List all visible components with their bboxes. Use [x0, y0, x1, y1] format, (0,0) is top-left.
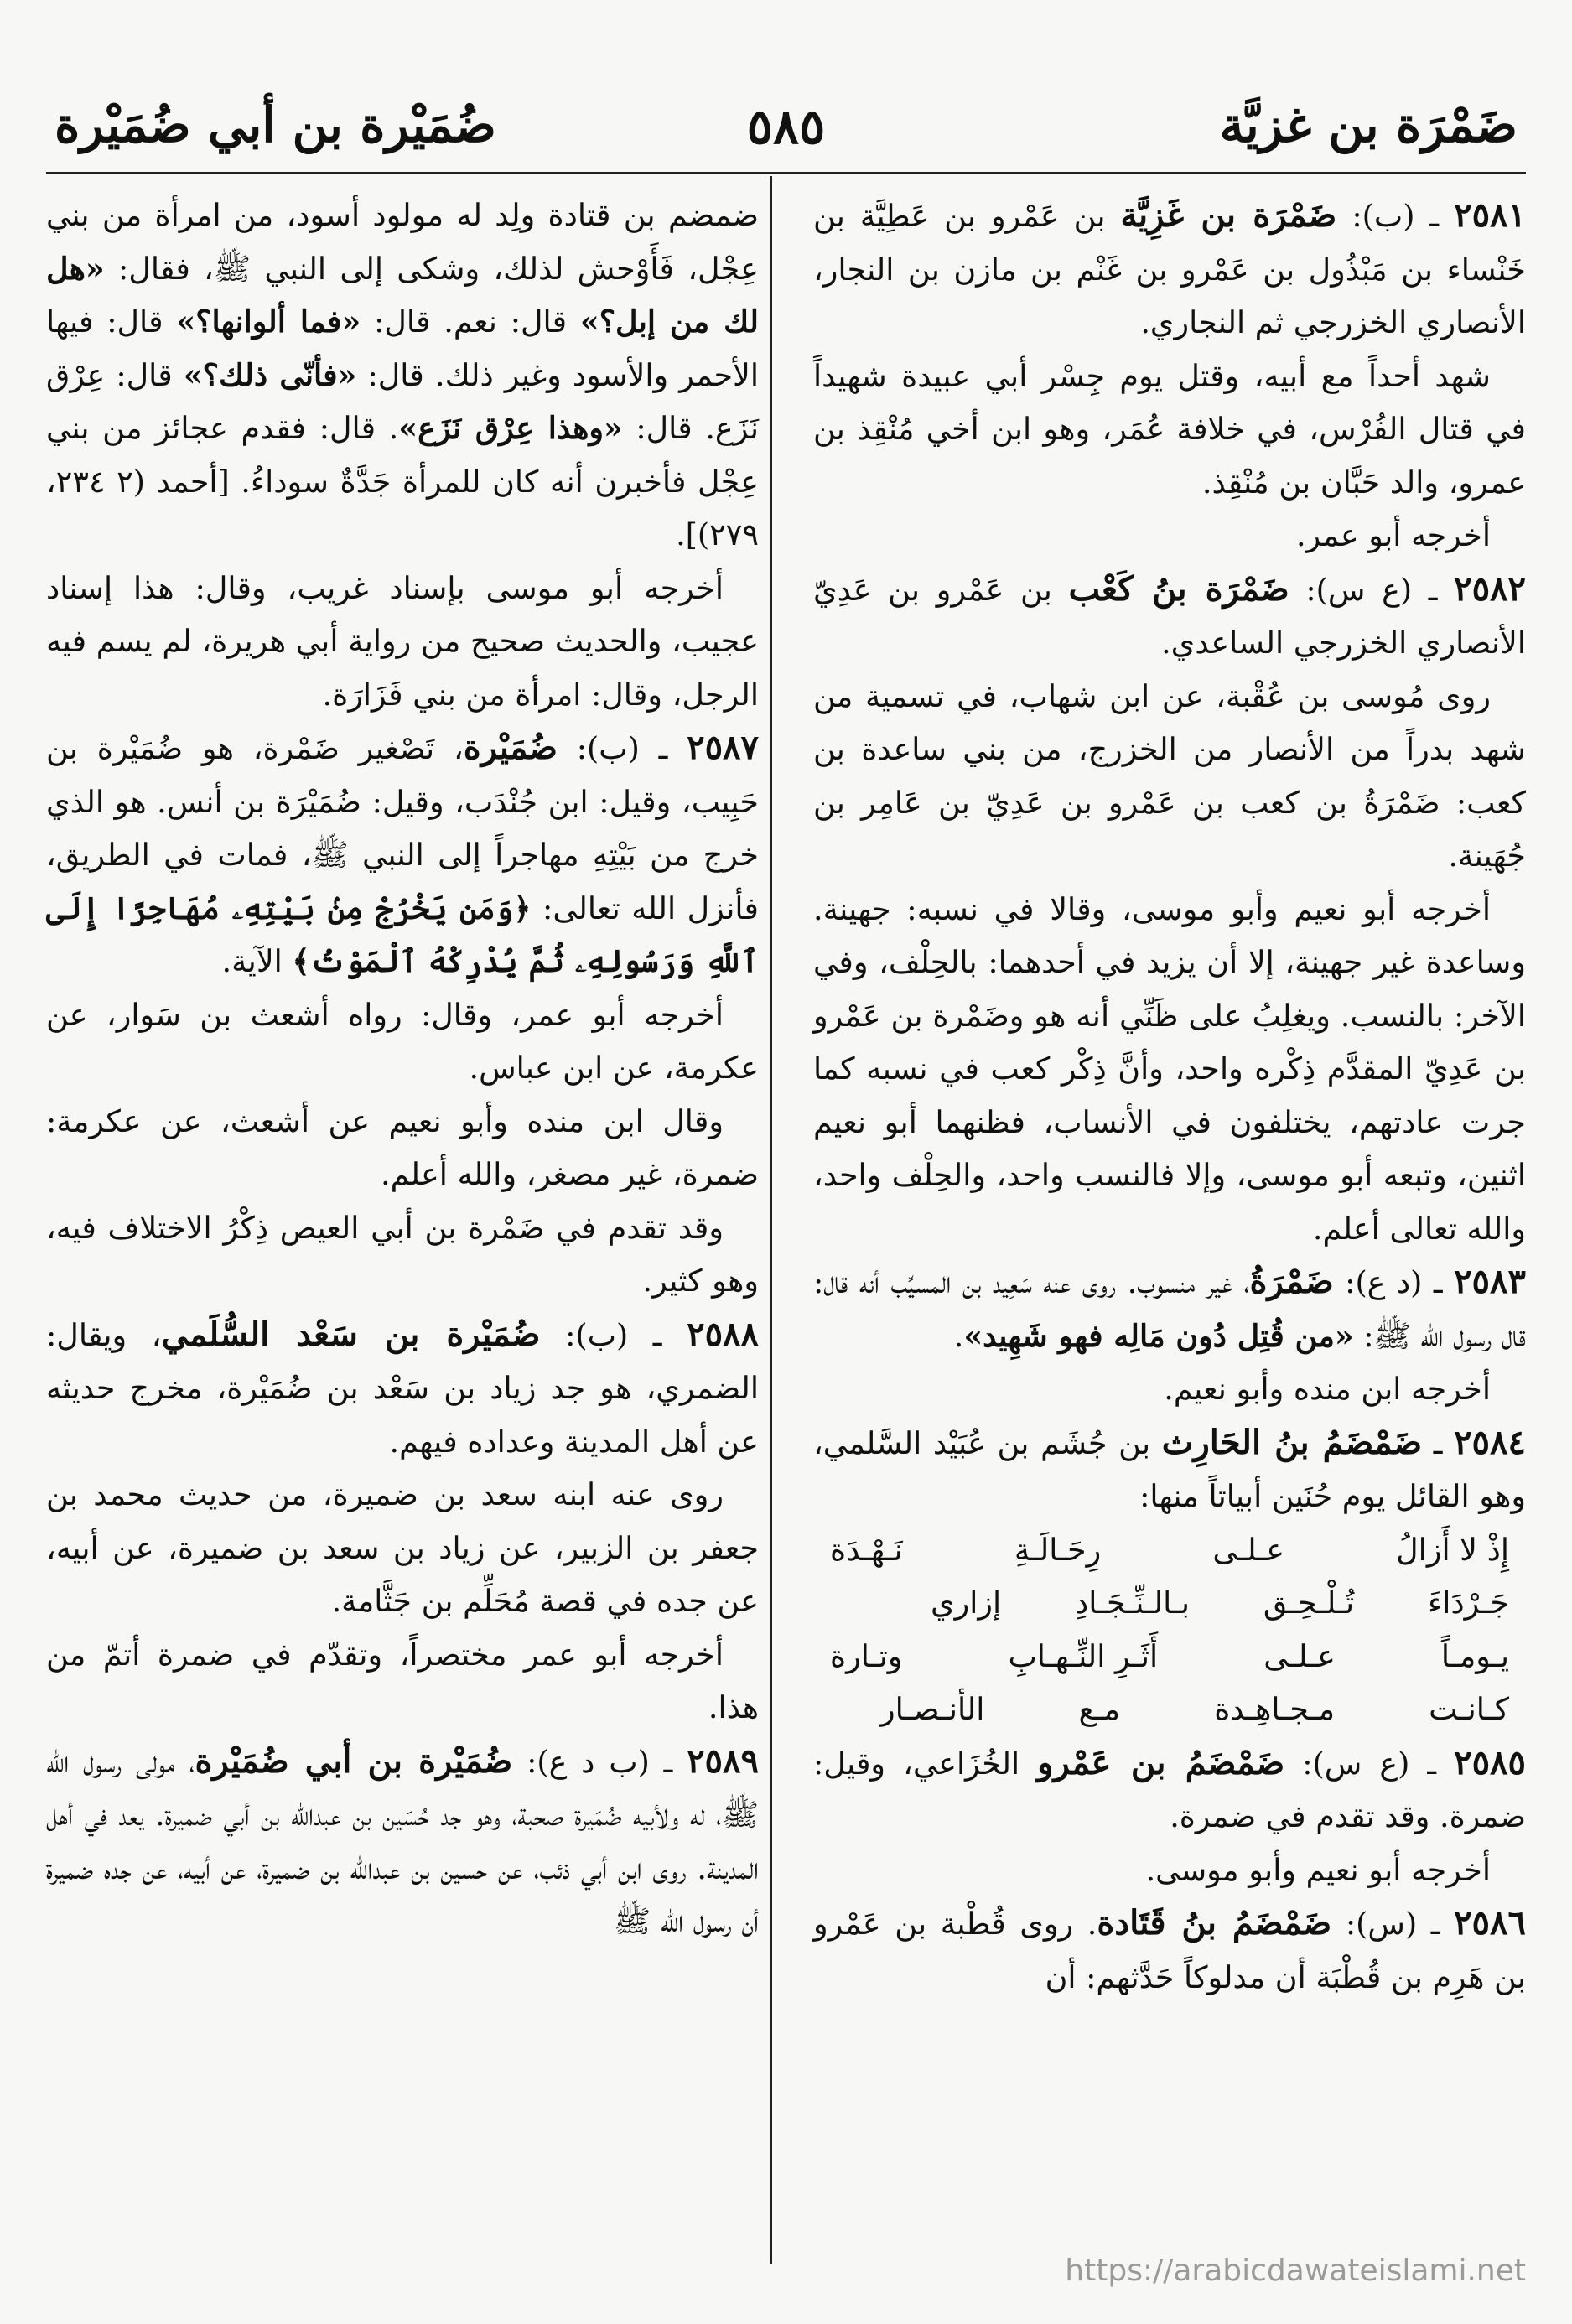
paragraph — [813, 883, 1526, 1256]
verse-word: عـلـى — [1212, 1531, 1285, 1568]
verse-word: نَـهْـدَة — [830, 1531, 903, 1568]
paragraph — [46, 1628, 759, 1735]
text-run: . روى قُطْبة بن عَمْرو بن هَرِم بن قُطْبَة أن مدلوكاً حَدَّثهم: أن — [813, 1906, 1526, 1995]
text-run: روى عنه ابنه سعد بن ضميرة، من حديث محمد بن جعفر بن الزبير، عن زياد بن سعد بن ضميرة، عن أبيه، عن جده في قصة مُحَلِّم بن جَثَّامة. — [46, 1476, 759, 1619]
paragraph — [46, 1095, 759, 1201]
text-run: شهد أحداً مع أبيه، وقتل يوم جِسْر أبي عبيدة شهيداً في قتال الفُرْس، في خلافة عُمَر، وهو ابن أخي مُنْقِذ بن عمرو، والد حَبَّان بن مُنْقِذ. — [813, 357, 1526, 501]
entry-number: ٢٥٨٢ — [1454, 568, 1527, 609]
entry-number: ٢٥٨٣ — [1454, 1262, 1526, 1301]
verse-word: بـالـنِّـجَـادِ — [1074, 1585, 1191, 1621]
text-run: أخرجه أبو عمر. — [1296, 517, 1491, 553]
paragraph — [813, 1896, 1526, 2004]
entry-name: ضُمَيْرة بن سَعْد السُّلَمي — [161, 1314, 541, 1354]
page-number: ٥٨٥ — [746, 98, 826, 155]
text-run: ـ (ع س): — [1289, 571, 1455, 608]
header-left-title: ضُمَيْرة بن أبي ضُمَيْرة — [54, 96, 496, 153]
paragraph — [46, 721, 759, 988]
text-run: ، غير منسوب. روى عنه سَعِيد بن المسيِّب أنه قال: قال رسول الله ﷺ: — [813, 1264, 1526, 1354]
text-run: الآية. — [221, 943, 293, 979]
entry-number: ٢٥٨٨ — [687, 1314, 760, 1354]
verse-word: تُـلْـحِـق — [1263, 1585, 1355, 1621]
verse-word: وتـارة — [830, 1637, 903, 1674]
paragraph — [813, 1416, 1526, 1523]
bold-text: «هل لك من إبل؟» — [46, 250, 759, 340]
entry-name: ضَمْضَمُ بنُ الحَارِث — [1161, 1422, 1423, 1462]
column-divider — [770, 176, 772, 2264]
text-run: ـ (ع س): — [1284, 1745, 1455, 1782]
text-run: ـ (ب): — [1336, 198, 1455, 234]
text-run: أخرجه أبو موسى بإسناد غريب، وقال: هذا إسناد عجيب، والحديث صحيح من رواية أبي هريرة، لم يسم فيه الرجل، وقال: امرأة من بني فَزَارَة. — [46, 569, 759, 713]
text-run: بن جُشَم بن عُبَيْد السَّلمي، وهو القائل يوم حُنَين أبياتاً منها: — [813, 1424, 1526, 1514]
text-run: ـ — [1422, 1424, 1455, 1461]
text-run: ـ (ب): — [540, 1316, 687, 1353]
entry-number: ٢٥٨٦ — [1454, 1903, 1526, 1943]
verse-word: جَـرْدَاءَ — [1428, 1585, 1509, 1621]
paragraph — [46, 1468, 759, 1628]
entry-number: ٢٥٨٥ — [1454, 1742, 1527, 1782]
verse-word: الأنـصـار — [880, 1691, 985, 1727]
verse-line — [830, 1683, 1509, 1736]
page-header — [46, 88, 1526, 180]
text-run: بن عَمْرو بن عَدِيّ الأنصاري الخزرجي الساعدي. — [813, 571, 1526, 661]
paragraph — [813, 670, 1526, 883]
text-run: أخرجه ابن منده وأبو نعيم. — [1164, 1371, 1491, 1407]
text-run: ـ (س): — [1331, 1906, 1455, 1942]
text-run: ضمضم بن قتادة ولِد له مولود أسود، من امرأة من بني عِجْل، فَأَوْحش لذلك، وشكى إلى النبي ﷺ، فقال: — [46, 197, 759, 287]
entry-number: ٢٥٨٧ — [687, 728, 760, 767]
bold-text: «وهذا عِرْق نَزَع» — [398, 410, 623, 446]
header-rule — [46, 172, 1526, 174]
entry-name: ضُمَيْرة بن أبي ضُمَيْرة — [195, 1740, 513, 1781]
paragraph — [813, 1844, 1526, 1897]
text-run: روى مُوسى بن عُقْبة، عن ابن شهاب، في تسمية من شهد بدراً من الأنصار من الخزرج، من بني ساعدة بن كعب: ضَمْرَةُ بن كعب بن عَمْرو بن عَدِيّ بن عَامِر بن جُهَينة. — [813, 677, 1526, 874]
text-run: ، تَصْغير ضَمْرة، هو ضُمَيْرة بن حَبِيب، وقيل: ابن جُنْدَب، وقيل: ضُمَيْرَة بن أنس. هو الذي خرج من بَيْتِهِ مهاجراً إلى النبي ﷺ، فمات في الطريق، فأنزل الله تعالى: — [46, 730, 759, 926]
entry-number: ٢٥٨٤ — [1454, 1422, 1526, 1462]
text-run: الخُزَاعي، وقيل: ضمرة. وقد تقدم في ضمرة. — [813, 1745, 1526, 1834]
text-run: وقد تقدم في ضَمْرة بن أبي العيص ذِكْرُ الاختلاف فيه، وهو كثير. — [46, 1209, 759, 1299]
left-column — [46, 189, 759, 1948]
verse-word: مـجـاهِـدة — [1214, 1691, 1336, 1727]
text-run: قال: نعم. قال: — [361, 303, 580, 340]
paragraph — [46, 1308, 759, 1469]
entry-name: ضَمْرَة بن غَزِيَّة — [1120, 195, 1337, 235]
entry-name: ضَمْرَة بنُ كَعْب — [1068, 568, 1289, 609]
text-run: قال: عِرْق نَزَع. قال: — [46, 356, 759, 446]
bold-text: «فأنّى ذلك؟» — [183, 356, 357, 393]
poem-verse — [813, 1523, 1526, 1736]
text-run: بن عَمْرو بن عَطِيَّة بن خَنْساء بن مَبْذُول بن عَمْرو بن غَنْم بن مازن بن النجار، الأنصاري الخزرجي ثم النجاري. — [813, 198, 1526, 340]
entry-name: ضُمَيْرة — [463, 728, 558, 767]
text-run: أخرجه أبو عمر مختصراً، وتقدّم في ضمرة أتمّ من هذا. — [46, 1636, 759, 1725]
verse-word: كـانـت — [1429, 1691, 1509, 1727]
verse-line — [830, 1576, 1509, 1630]
text-run: ـ (ب): — [557, 730, 687, 766]
text-run: أخرجه أبو نعيم وأبو موسى. — [1145, 1851, 1491, 1888]
verse-word: إِذْ لا أَزالُ — [1396, 1531, 1509, 1568]
paragraph — [813, 1255, 1526, 1362]
bold-text: ﴿وَمَن يَخْرُجْ مِنۢ بَيْتِهِۦ مُهَاجِرًا إِلَى ٱللَّهِ وَرَسُولِهِۦ ثُمَّ يُدْرِكْهُ ٱلْمَوْتُ﴾ — [46, 890, 759, 979]
verse-word: أَثَـرِ النِّـهـابِ — [1008, 1637, 1159, 1674]
entry-number: ٢٥٨٩ — [687, 1740, 759, 1781]
header-right-title: ضَمْرَة بن غزيَّة — [1219, 96, 1518, 153]
entry-name: ضَمْضَمُ بنُ قَتَادة — [1097, 1903, 1332, 1943]
bold-text: «من قُتِل دُون مَالِه فهو شَهِيد» — [963, 1317, 1354, 1354]
paragraph — [813, 1362, 1526, 1416]
verse-line — [830, 1630, 1509, 1683]
entry-name: ضَمْضَمُ بن عَمْرو — [1037, 1742, 1285, 1782]
text-run: ، ويقال: الضمري، هو جد زياد بن سَعْد بن ضُمَيْرة، مخرج حديثه عن أهل المدينة وعداده فيهم. — [46, 1316, 759, 1460]
paragraph — [813, 509, 1526, 563]
text-run: . — [953, 1317, 964, 1354]
text-run: ـ (د ع): — [1333, 1264, 1455, 1300]
paragraph — [813, 1736, 1526, 1844]
text-run: قال: فيها الأحمر والأسود وغير ذلك. قال: — [46, 303, 759, 393]
right-column — [813, 189, 1526, 2004]
entry-number: ٢٥٨١ — [1454, 195, 1527, 235]
paragraph — [46, 1201, 759, 1308]
text-run: ، مولى رسول الله ﷺ، له ولأبيه ضُمَيرة صحبة، وهو جد حُسَين بن عبدالله بن أبي ضميرة. يعد في أهل المدينة. روى ابن أبي ذئب، عن حسين بن عبدالله بن ضميرة، عن أبيه، عن جده ضميرة أن رسول الله ﷺ — [46, 1743, 759, 1939]
verse-word: يـومـاً — [1440, 1637, 1509, 1674]
verse-word: مـع — [1078, 1691, 1121, 1727]
text-run: . قال: فقدم عجائز من بني عِجْل فأخبرن أنه كان للمرأة جَدَّةٌ سوداءُ. [أحمد (٢ ٢٣٤، ٢٧٩)]. — [46, 410, 759, 552]
verse-line — [830, 1523, 1509, 1577]
paragraph — [46, 189, 759, 562]
paragraph — [813, 563, 1526, 670]
paragraph — [813, 350, 1526, 510]
paragraph — [46, 562, 759, 722]
verse-word: عـلـى — [1263, 1637, 1336, 1674]
entry-name: ضَمْرَةُ — [1249, 1262, 1334, 1301]
verse-word: رِحَـالَـةِ — [1014, 1531, 1102, 1568]
paragraph — [46, 988, 759, 1095]
bold-text: «فما ألوانها؟» — [176, 303, 361, 340]
paragraph — [46, 1735, 759, 1948]
verse-word: إزاري — [931, 1585, 1002, 1621]
text-run: وقال ابن منده وأبو نعيم عن أشعث، عن عكرمة: ضمرة، غير مصغر، والله أعلم. — [46, 1102, 759, 1192]
watermark-url: https://arabicdawateislami.net — [1065, 2254, 1526, 2288]
text-run: ـ (ب د ع): — [512, 1743, 687, 1780]
text-run: أخرجه أبو عمر، وقال: رواه أشعث بن سَوار، عن عكرمة، عن ابن عباس. — [46, 996, 759, 1086]
paragraph — [813, 189, 1526, 350]
text-run: أخرجه أبو نعيم وأبو موسى، وقالا في نسبه: جهينة. وساعدة غير جهينة، إلا أن يزيد في أحدهما: بالحِلْف، وفي الآخر: بالنسب. ويغلِبُ على ظَنِّي أنه هو وضَمْرة بن عَمْرو بن عَدِيّ المقدَّم ذِكْره واحد، وأنَّ ذِكْر كعب في نسبه كما جرت عادتهم، يختلفون في الأنساب، فظنهما أبو نعيم اثنين، وتبعه أبو موسى، وإلا فالنسب واحد، والحِلْف واحد، والله تعالى أعلم. — [813, 890, 1526, 1247]
